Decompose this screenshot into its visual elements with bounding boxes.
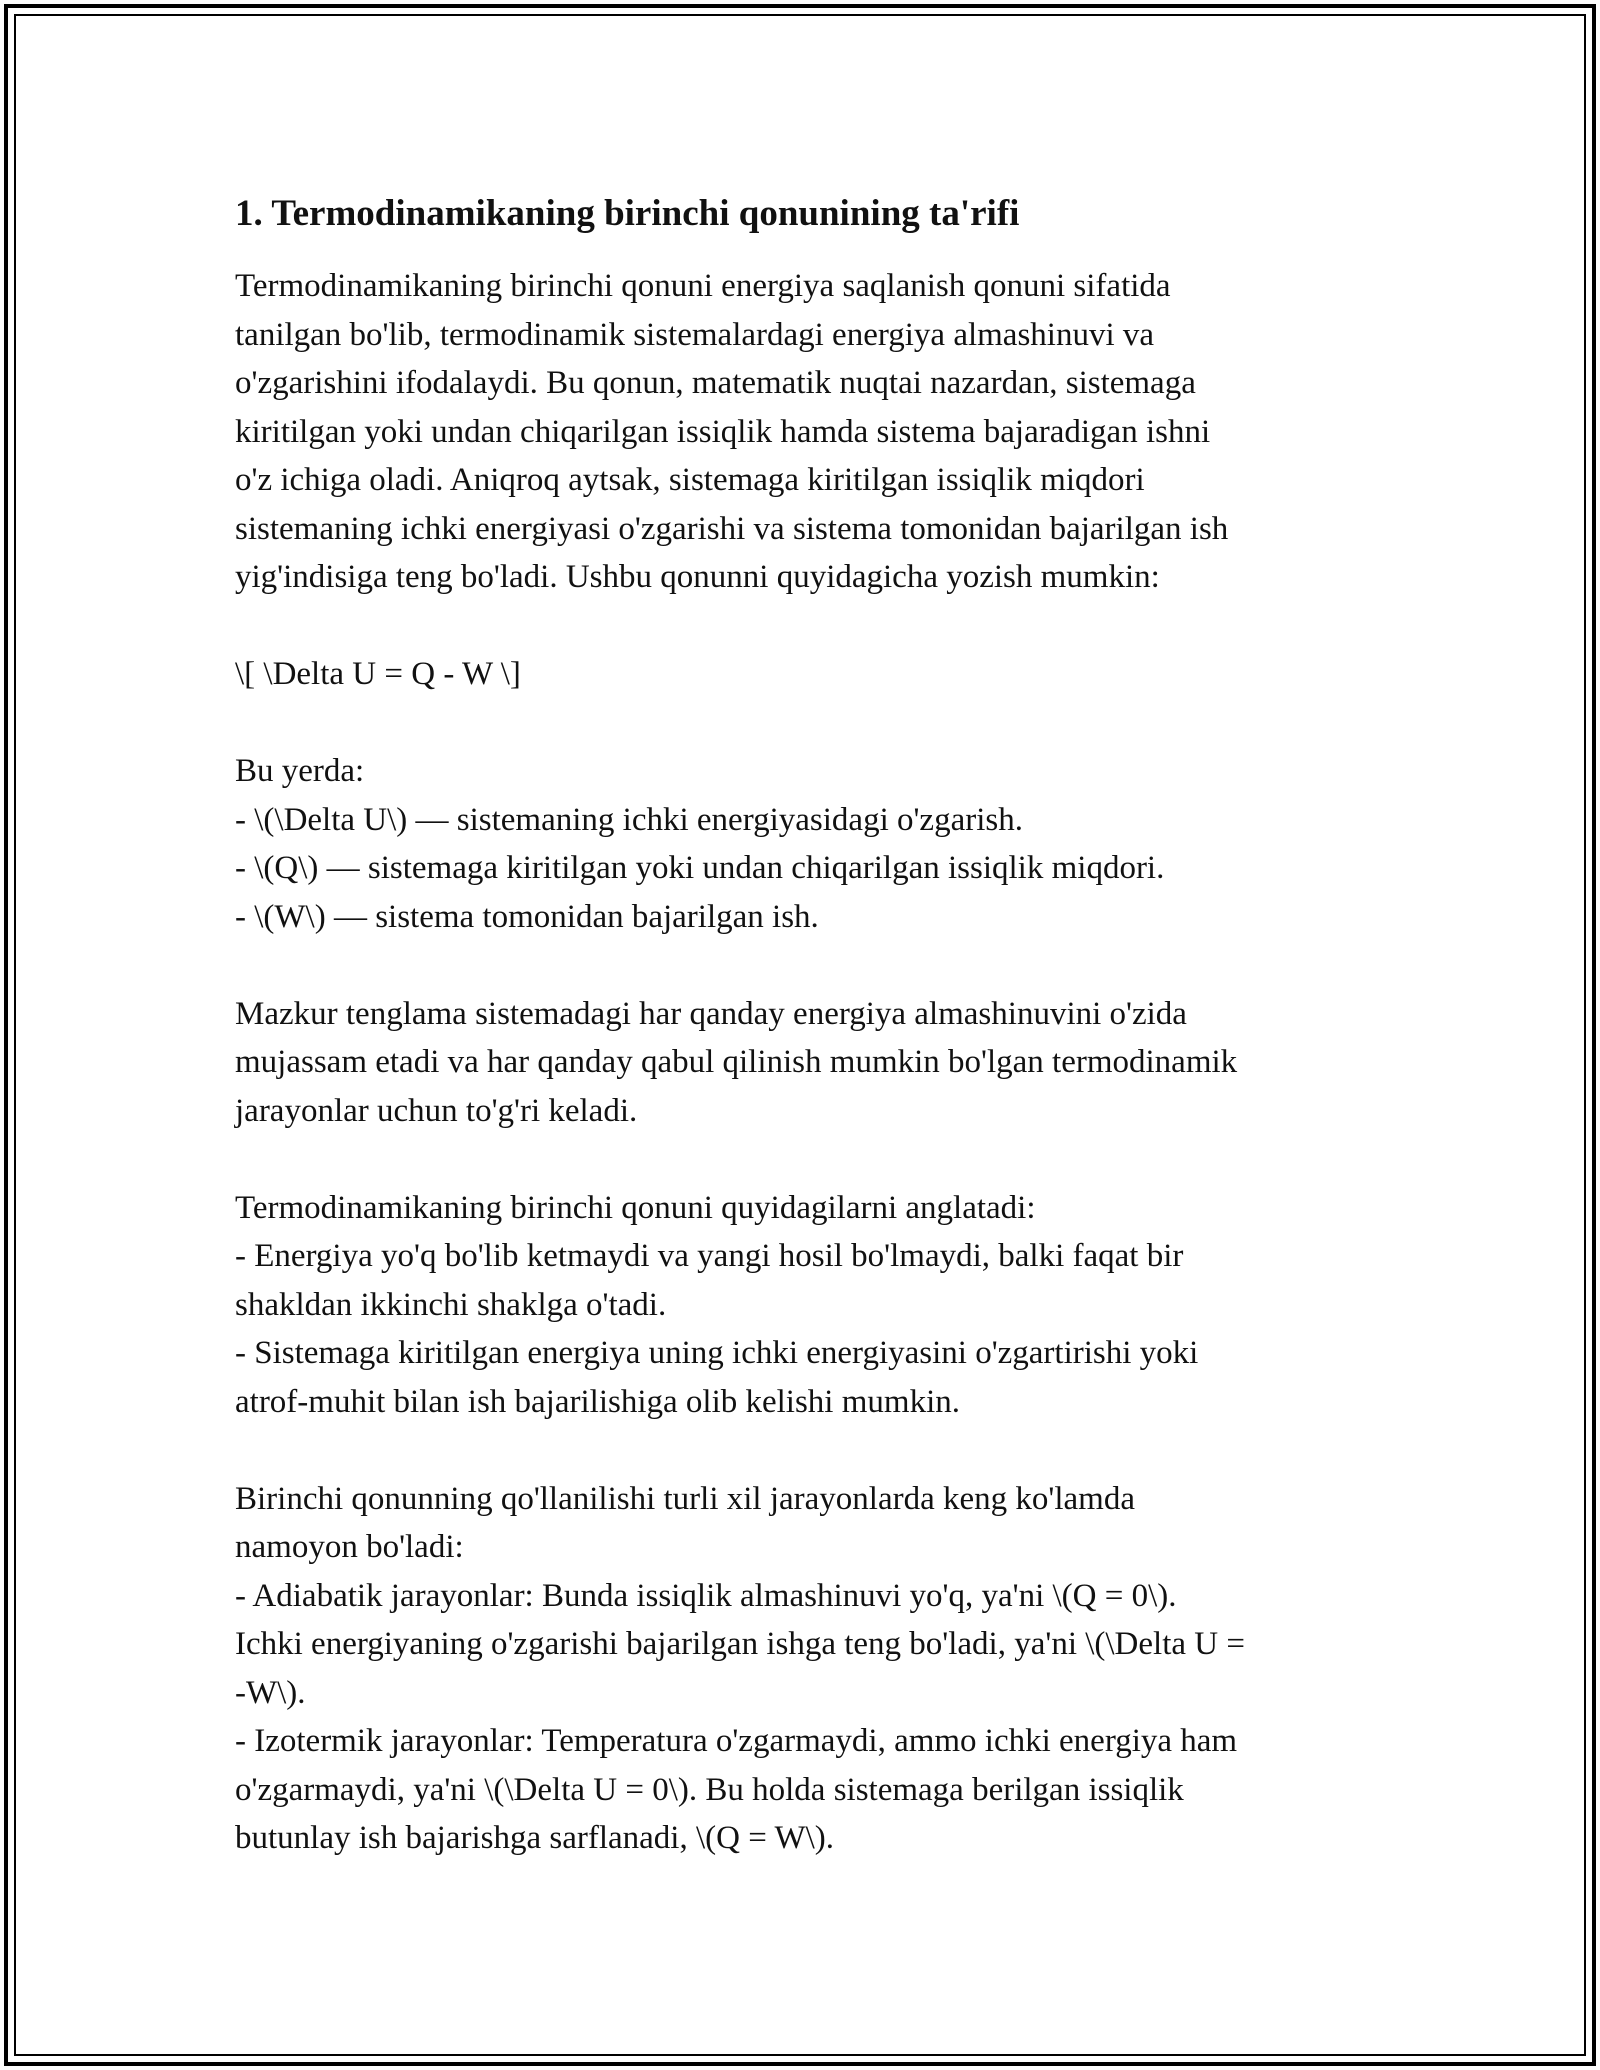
paragraph-gap: [235, 1426, 1365, 1475]
text-line: tanilgan bo'lib, termodinamik sistemalardagi energiya almashinuvi va: [235, 316, 1155, 353]
paragraph-gap: [235, 941, 1365, 990]
text-line: Birinchi qonunning qo'llanilishi turli xil jarayonlarda keng ko'lamda: [235, 1480, 1135, 1517]
text-line: yig'indisiga teng bo'ladi. Ushbu qonunni quyidagicha yozish mumkin:: [235, 559, 1160, 595]
text-line: - \(Q\) — sistemaga kiritilgan yoki undan chiqarilgan issiqlik miqdori.: [235, 850, 1165, 886]
paragraph-block: [235, 1475, 1365, 1863]
text-line: Termodinamikaning birinchi qonuni energiya saqlanish qonuni sifatida: [235, 268, 1171, 304]
paragraph-block: [235, 747, 1365, 941]
text-line: atrof-muhit bilan ish bajarilishiga olib kelishi mumkin.: [235, 1383, 960, 1420]
text-line: - Izotermik jarayonlar: Temperatura o'zgarmaydi, ammo ichki energiya ham: [235, 1723, 1238, 1759]
text-blocks: [235, 262, 1365, 1863]
text-line: - \(W\) — sistema tomonidan bajarilgan ish.: [235, 898, 819, 935]
paragraph-gap: [235, 602, 1365, 651]
text-line: o'zgarishini ifodalaydi. Bu qonun, matematik nuqtai nazardan, sistemaga: [235, 365, 1196, 401]
text-line: -W\).: [235, 1674, 306, 1711]
text-line: mujassam etadi va har qanday qabul qilinish mumkin bo'lgan termodinamik: [235, 1044, 1238, 1080]
text-line: Ichki energiyaning o'zgarishi bajarilgan ishga teng bo'ladi, ya'ni \(\Delta U =: [235, 1626, 1245, 1662]
text-line: - Adiabatik jarayonlar: Bunda issiqlik almashinuvi yo'q, ya'ni \(Q = 0\).: [235, 1577, 1177, 1614]
paragraph-block: [235, 1184, 1365, 1427]
text-line: - \(\Delta U\) — sistemaning ichki energiyasidagi o'zgarish.: [235, 801, 1023, 838]
paragraph-block: [235, 990, 1365, 1136]
text-line: sistemaning ichki energiyasi o'zgarishi va sistema tomonidan bajarilgan ish: [235, 510, 1229, 547]
text-line: o'zgarmaydi, ya'ni \(\Delta U = 0\). Bu holda sistemaga berilgan issiqlik: [235, 1771, 1184, 1808]
document-body: [235, 190, 1365, 1863]
text-line: o'z ichiga oladi. Aniqroq aytsak, sistemaga kiritilgan issiqlik miqdori: [235, 462, 1145, 498]
text-line: namoyon bo'ladi:: [235, 1529, 464, 1565]
text-line: shakldan ikkinchi shaklga o'tadi.: [235, 1286, 667, 1323]
text-line: - Sistemaga kiritilgan energiya uning ichki energiyasini o'zgartirishi yoki: [235, 1335, 1199, 1371]
paragraph-block: [235, 262, 1365, 602]
paragraph-gap: [235, 1135, 1365, 1184]
text-line: Bu yerda:: [235, 753, 365, 789]
text-line: Mazkur tenglama sistemadagi har qanday energiya almashinuvini o'zida: [235, 995, 1187, 1032]
text-line: Termodinamikaning birinchi qonuni quyidagilarni anglatadi:: [235, 1189, 1036, 1226]
section-heading: 1. Termodinamikaning birinchi qonunining ta'rifi: [235, 193, 1020, 234]
paragraph-gap: [235, 699, 1365, 748]
text-line: kiritilgan yoki undan chiqarilgan issiqlik hamda sistema bajaradigan ishni: [235, 413, 1211, 450]
text-line: \[ \Delta U = Q - W \]: [235, 656, 521, 692]
text-line: - Energiya yo'q bo'lib ketmaydi va yangi hosil bo'lmaydi, balki faqat bir: [235, 1238, 1184, 1274]
paragraph-block: [235, 650, 1365, 699]
text-line: butunlay ish bajarishga sarflanadi, \(Q = W\).: [235, 1820, 835, 1856]
text-line: jarayonlar uchun to'g'ri keladi.: [235, 1092, 638, 1129]
